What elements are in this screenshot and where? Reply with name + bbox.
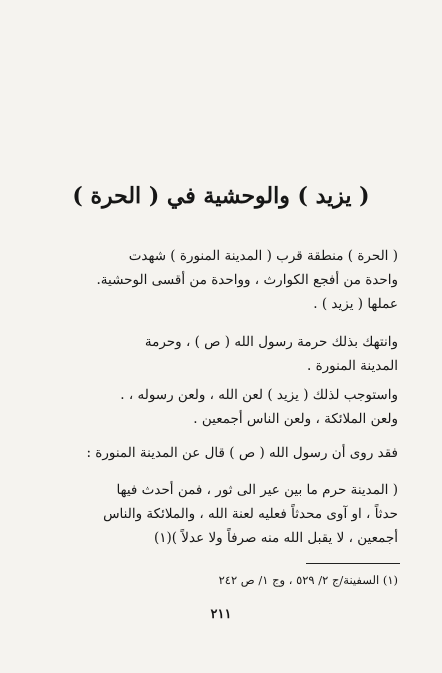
footnote: (١) السفينة/ج ٢/ ٥٢٩ ، وج ١/ ص ٢٤٢: [218, 573, 398, 587]
text-line: المدينة المنورة .: [306, 358, 398, 374]
text-line: وانتهك بذلك حرمة رسول الله ( ص ) ، وحرمة: [144, 334, 398, 350]
page-number: ٢١١: [210, 607, 232, 622]
text-line: ولعن الملائكة ، ولعن الناس أجمعين .: [193, 411, 398, 427]
text-line: حدثاً ، او آوى محدثاً فعليه لعنة الله ، والملائكة والناس: [103, 506, 398, 522]
text-line: عملها ( يزيد ) .: [313, 296, 398, 312]
text-line: واستوجب لذلك ( يزيد ) لعن الله ، ولعن رسوله ، .: [120, 387, 398, 403]
paragraph-4: [60, 441, 398, 465]
paragraph-3: [60, 383, 398, 431]
paragraph-1: [60, 244, 398, 316]
text-line: ( المدينة حرم ما بين عير الى ثور ، فمن أحدث فيها: [116, 482, 398, 498]
paragraph-5-hadith-quote: [60, 478, 398, 550]
text-line: فقد روى أن رسول الله ( ص ) قال عن المدينة المنورة :: [86, 445, 398, 461]
chapter-title: ( يزيد ) والوحشية في ( الحرة ): [72, 183, 370, 209]
paragraph-2: [60, 330, 398, 378]
footnote-divider: [306, 563, 400, 564]
text-line: واحدة من أفجع الكوارث ، وواحدة من أقسى الوحشية.: [96, 272, 398, 288]
text-line: ( الحرة ) منطقة قرب ( المدينة المنورة ) شهدت: [128, 248, 398, 264]
text-line: أجمعين ، لا يقبل الله منه صرفاً ولا عدلاً )(١): [153, 530, 398, 546]
